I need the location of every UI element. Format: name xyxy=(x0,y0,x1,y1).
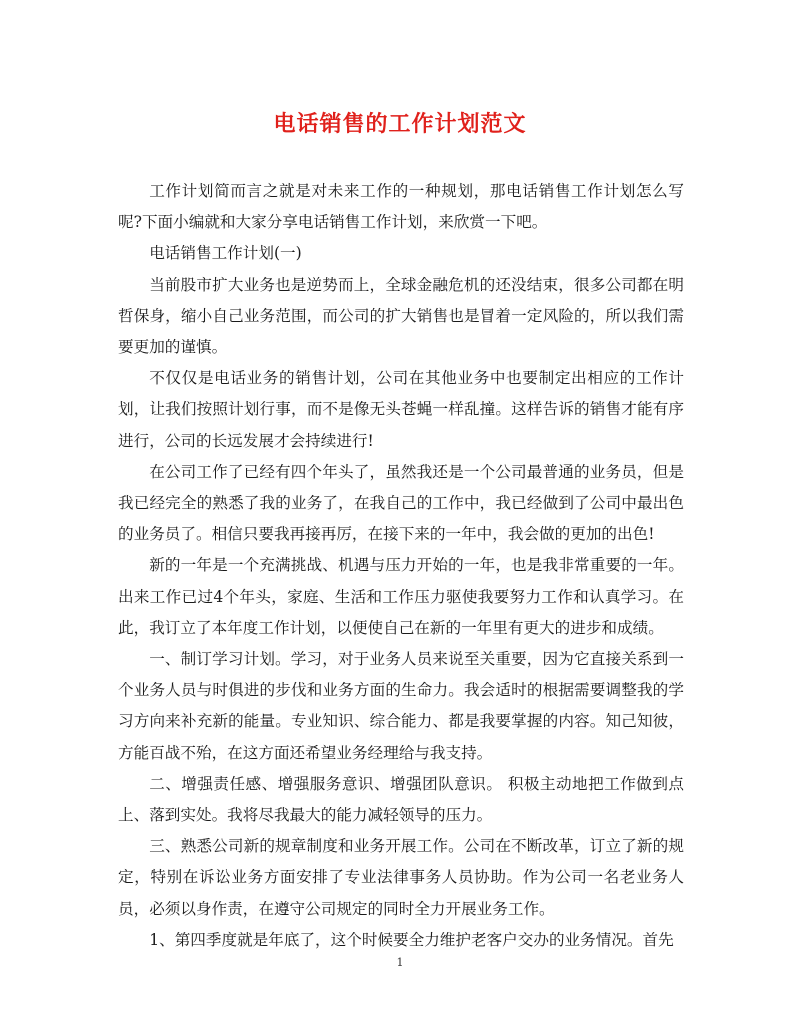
paragraph: 在公司工作了已经有四个年头了，虽然我还是一个公司最普通的业务员，但是我已经完全的熟悉了我的业务了，在我自己的工作中，我已经做到了公司中最出色的业务员了。相信只要我再接再厉，在接下来的一年中，我会做的更加的出色! xyxy=(118,462,684,544)
paragraph-intro: 工作计划简而言之就是对未来工作的一种规划，那电话销售工作计划怎么写呢?下面小编就和大家分享电话销售工作计划，来欣赏一下吧。 xyxy=(118,182,684,232)
document-title: 电话销售的工作计划范文 xyxy=(273,111,527,137)
page-number: 1 xyxy=(396,956,404,969)
paragraph-item-1: 1、第四季度就是年底了，这个时候要全力维护老客户交办的业务情况。首先 xyxy=(149,930,674,949)
paragraph-plan-3: 三、熟悉公司新的规章制度和业务开展工作。公司在不断改革，订立了新的规定，特别在诉讼业务方面安排了专业法律事务人员协助。作为公司一名老业务人员，必须以身作责，在遵守公司规定的同时全力开展业务工作。 xyxy=(118,837,684,918)
paragraph-plan-2: 二、增强责任感、增强服务意识、增强团队意识。 积极主动地把工作做到点上、落到实处。我将尽我最大的能力减轻领导的压力。 xyxy=(118,774,684,825)
paragraph: 不仅仅是电话业务的销售计划，公司在其他业务中也要制定出相应的工作计划，让我们按照计划行事，而不是像无头苍蝇一样乱撞。这样告诉的销售才能有序进行，公司的长远发展才会持续进行! xyxy=(118,369,684,450)
paragraph: 当前股市扩大业务也是逆势而上，全球金融危机的还没结束，很多公司都在明哲保身，缩小自己业务范围，而公司的扩大销售也是冒着一定风险的，所以我们需要更加的谨慎。 xyxy=(118,275,684,357)
paragraph-plan-1: 一、制订学习计划。学习，对于业务人员来说至关重要，因为它直接关系到一个业务人员与时俱进的步伐和业务方面的生命力。我会适时的根据需要调整我的学习方向来补充新的能量。专业知识、综合能力、都是我要掌握的内容。知己知彼，方能百战不殆，在这方面还希望业务经理给与我支持。 xyxy=(118,650,684,762)
paragraph: 新的一年是一个充满挑战、机遇与压力开始的一年，也是我非常重要的一年。出来工作已过4个年头，家庭、生活和工作压力驱使我要努力工作和认真学习。在此，我订立了本年度工作计划，以便使自己在新的一年里有更大的进步和成绩。 xyxy=(118,556,684,637)
section-heading: 电话销售工作计划(一) xyxy=(149,244,302,263)
document-body xyxy=(118,176,684,956)
